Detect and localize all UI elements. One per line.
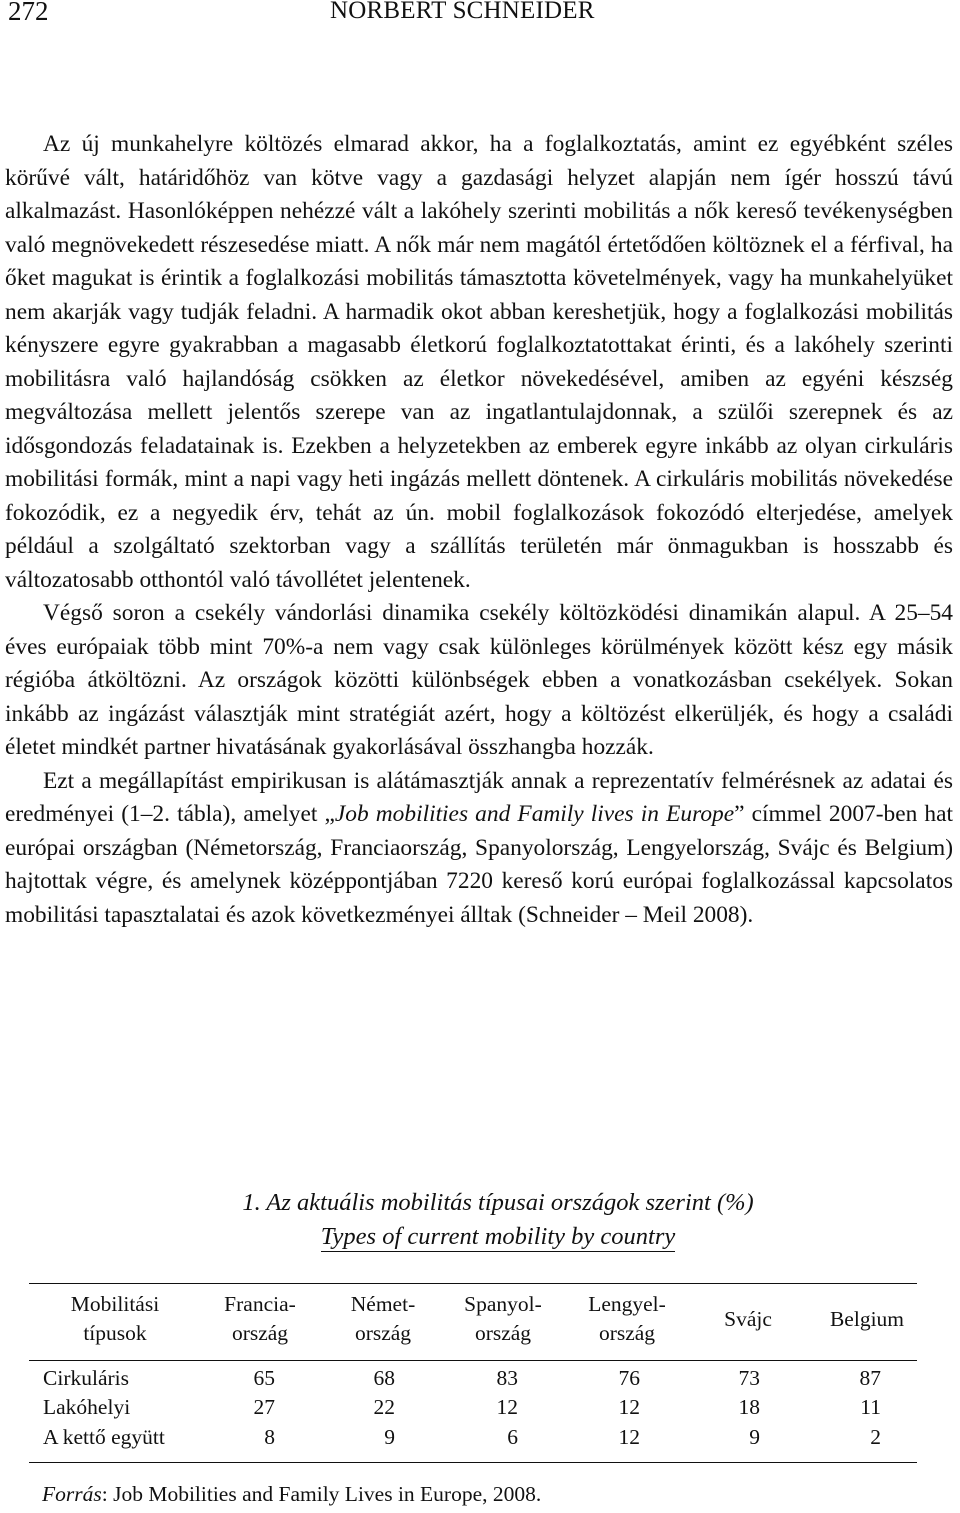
table-caption-english (0, 1220, 960, 1254)
paragraph-3 (5, 765, 953, 933)
table-header-rule (29, 1360, 917, 1361)
cell-value: 2 (870, 1425, 881, 1449)
table-source-note (42, 1482, 541, 1507)
table-bottom-rule (29, 1462, 917, 1463)
header-line: Lengyel- (588, 1292, 666, 1316)
table-header-spain (448, 1290, 558, 1348)
cell-value: 65 (253, 1366, 275, 1390)
paragraph-3-text-a: Ezt a megállapítást empirikusan is alátámasztják annak a reprezentatív felmérésnek az adatai és eredményei (1–2. tábla), amelyet „ (5, 767, 953, 827)
table-caption-english-text: Types of current mobility by country (320, 1223, 676, 1250)
cell-value: 27 (253, 1395, 275, 1419)
table-header-belgium (812, 1305, 922, 1334)
table-caption-hungarian: 1. Az aktuális mobilitás típusai országok szerint (%) (242, 1189, 754, 1216)
header-line: ország (231, 1321, 289, 1345)
source-text: : Job Mobilities and Family Lives in Europe, 2008. (101, 1482, 542, 1506)
header-line: típusok (83, 1321, 147, 1345)
cell-value: 87 (859, 1366, 881, 1390)
header-line: Francia- (224, 1292, 296, 1316)
cell-value: 6 (507, 1425, 518, 1449)
paragraph-1: Az új munkahelyre költözés elmarad akkor, ha a foglalkoztatás, amint ez egyébként széles körűvé vált, határidőhöz van kötve vagy a gazdasági helyzet alapján nem ígér hosszú távú alkalmazást. Hasonlóképpen nehézzé vált a lakóhely szerinti mobilitás a nők kereső tevékenységben való megnövekedett részesedése miatt. A nők már nem magától értetődően költöznek el a férfival, ha őket magukat is érintik a foglalkozási mobilitás támasztotta követelmények, vagy ha munkahelyüket nem akarják vagy tudják feladni. A harmadik okot abban kereshetjük, hogy a foglalkozási mobilitás kényszere egyre gyakrabban a magasabb életkorú foglalkoztatottakat érinti, és a lakóhely szerinti mobilitásra való hajlandóság csökken az életkor növekedésével, amiben az egyéni készség megváltozása mellett jelentős szerepe van az ingatlantulajdonnak, a szülői szerepnek és az idősgondozás feladatainak is. Ezekben a helyzetekben az emberek egyre inkább az olyan cirkuláris mobilitási formák, mint a napi vagy heti ingázás mellett döntenek. A cirkuláris mobilitás növekedése fokozódik, ez a negyedik érv, tehát az ún. mobil foglalkozások fokozódó elterjedése, amelyek például a szolgáltató szektorban vagy a szállítás területén már önmagukban is hosszabb és változatosabb otthontól való távollétet jelentenek. (5, 131, 953, 593)
cell-value: 22 (373, 1395, 395, 1419)
table-header-france (205, 1290, 315, 1348)
table-header-germany (328, 1290, 438, 1348)
header-line: Belgium (829, 1307, 905, 1331)
table-header-mobility-types (40, 1290, 190, 1348)
table-header-poland (572, 1290, 682, 1348)
cell-value: 12 (618, 1425, 640, 1449)
cell-value: 68 (373, 1366, 395, 1390)
paragraph-2: Végső soron a csekély vándorlási dinamika csekély költözködési dinamikán alapul. A 25–54 éves európaiak több mint 70%-a nem vagy csak különleges körülmények között kész egy másik régióba átköltözni. Az országok közötti különbségek ebben a vonatkozásban csekélyek. Sokan inkább az ingázást választják mint stratégiát azért, hogy a költözést elkerüljék, és hogy a családi életet mindkét partner hivatásának gyakorlásával összhangba hozzák. (5, 600, 953, 760)
cell-value: 12 (618, 1395, 640, 1419)
cell-value: 9 (749, 1425, 760, 1449)
header-line: Mobilitási (70, 1292, 160, 1316)
cell-value: 73 (738, 1366, 760, 1390)
header-line: Német- (350, 1292, 416, 1316)
header-line: ország (354, 1321, 412, 1345)
paragraph-3-survey-title: Job mobilities and Family lives in Europe (334, 801, 735, 827)
cell-value: 83 (496, 1366, 518, 1390)
cell-value: 12 (496, 1395, 518, 1419)
page-number: 272 (8, 0, 49, 26)
header-line: ország (598, 1321, 656, 1345)
header-line: ország (474, 1321, 532, 1345)
row-label: Cirkuláris (43, 1366, 129, 1390)
cell-value: 9 (384, 1425, 395, 1449)
running-header-author: NORBERT SCHNEIDER (330, 0, 595, 24)
body-text (5, 128, 953, 932)
cell-value: 76 (618, 1366, 640, 1390)
paragraph-3-text-b: ” címmel 2007-ben hat európai országban (Németország, Franciaország, Spanyolország, Lengyelország, Svájc és Belgium) hajtottak végre, és amelynek középpontjában 7220 kereső korú európai foglalkozással kapcsolatos mobilitási tapasztalatai és azok következményei álltak (Schneider – Meil 2008). (5, 801, 953, 928)
table-top-rule (29, 1283, 917, 1284)
cell-value: 8 (264, 1425, 275, 1449)
header-line: Spanyol- (464, 1292, 542, 1316)
source-label: Forrás (42, 1482, 102, 1506)
header-line: Svájc (724, 1307, 772, 1331)
cell-value: 11 (860, 1395, 881, 1419)
row-label: A kettő együtt (43, 1425, 165, 1449)
table-header-switzerland (693, 1305, 803, 1334)
cell-value: 18 (738, 1395, 760, 1419)
row-label: Lakóhelyi (43, 1395, 131, 1419)
